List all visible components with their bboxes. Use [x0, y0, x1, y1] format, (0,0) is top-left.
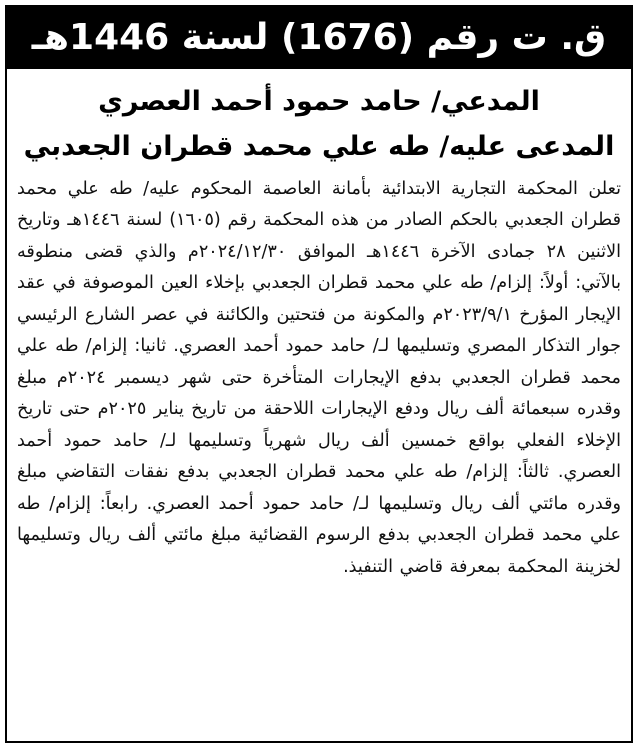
notice-body-text: تعلن المحكمة التجارية الابتدائية بأمانة العاصمة المحكوم عليه/ طه علي محمد قطران الجعدبي بالحكم الصادر من هذه المحكمة رقم (١٦٠٥) لسنة ١٤٤٦هـ وتاريخ الاثنين ٢٨ جمادى الآخرة ١٤٤٦هـ الموافق ٢٠٢٤/١٢/٣٠م والذي قضى منطوقه بالآتي: أولاً: إلزام/ طه علي محمد قطران الجعدبي بإخلاء العين الموصوفة في عقد الإيجار المؤرخ ٢٠٢٣/٩/١م والمكونة من فتحتين والكائنة في عصر الشارع الرئيسي جوار التذكار المصري وتسليمها لـ/ حامد حمود أحمد العصري. ثانيا: إلزام/ طه علي محمد قطران الجعدبي بدفع الإيجارات المتأخرة حتى شهر ديسمبر ٢٠٢٤م مبلغ وقدره سبعمائة ألف ريال ودفع الإيجارات اللاحقة من تاريخ يناير ٢٠٢٥م حتى تاريخ الإخلاء الفعلي بواقع خمسين ألف ريال شهرياً وتسليمها لـ/ حامد حمود أحمد العصري. ثالثاً: إلزام/ طه علي محمد قطران الجعدبي بدفع نفقات التقاضي مبلغ وقدره مائتي ألف ريال وتسليمها لـ/ حامد حمود أحمد العصري. رابعاً: إلزام/ طه علي محمد قطران الجعدبي بدفع الرسوم القضائية مبلغ مائتي ألف ريال وتسليمها لخزينة المحكمة بمعرفة قاضي التنفيذ. [17, 178, 622, 577]
case-number-title: ق. ت رقم (1676) لسنة 1446هـ [31, 17, 607, 58]
court-notice [5, 5, 633, 743]
plaintiff-line: المدعي/ حامد حمود أحمد العصري [98, 86, 540, 117]
defendant-line: المدعى عليه/ طه علي محمد قطران الجعدبي [23, 131, 615, 163]
case-number-header [7, 7, 631, 69]
